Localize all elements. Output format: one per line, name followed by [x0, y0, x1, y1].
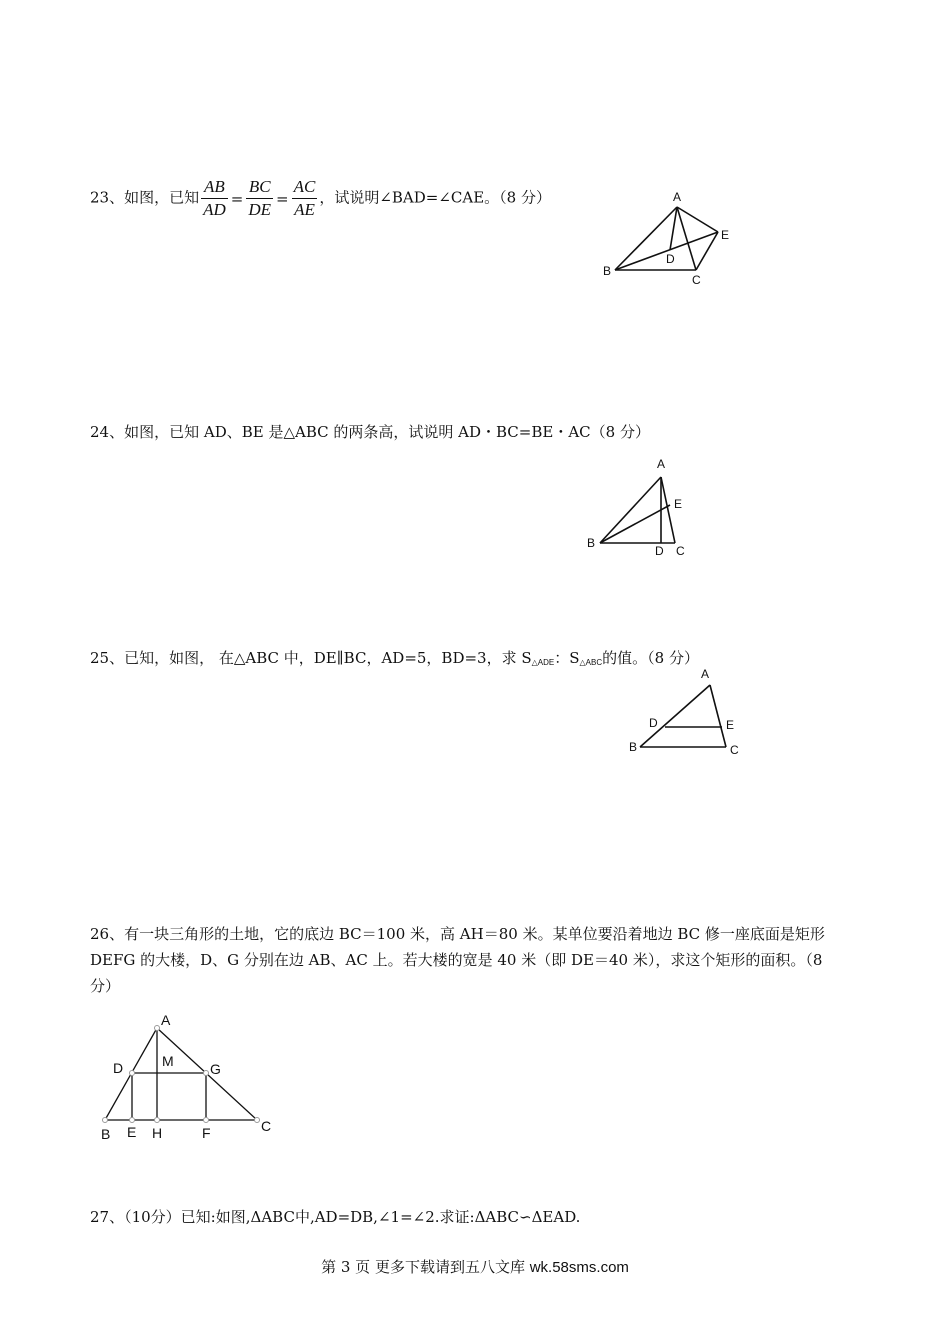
fraction-ab-ad: $\frac{AB}{AD}$	[203, 177, 226, 219]
page-footer	[0, 1256, 950, 1277]
label-a: A	[701, 667, 710, 681]
point-a	[155, 1026, 160, 1031]
figure-q24	[580, 455, 710, 565]
question-27: 27、（10分）已知:如图,ΔABC中,AD=DB,∠1=∠2.求证:ΔABC∽ΔEAD.	[90, 1208, 581, 1226]
label-b: B	[587, 536, 596, 550]
figure-q26	[95, 1008, 285, 1148]
label-a: A	[161, 1012, 171, 1028]
segment-ac	[661, 477, 675, 543]
label-m: M	[162, 1053, 174, 1069]
label-b: B	[629, 740, 638, 754]
footer-text: 第 3 页 更多下载请到五八文库	[321, 1258, 530, 1276]
label-e: E	[721, 228, 730, 242]
label-b: B	[603, 264, 612, 278]
label-e: E	[726, 718, 735, 732]
label-c: C	[730, 743, 739, 757]
point-d	[130, 1071, 135, 1076]
q23-tail: ，试说明∠BAD=∠CAE。（8 分）	[319, 188, 551, 207]
point-c	[255, 1118, 260, 1123]
point-g	[204, 1071, 209, 1076]
point-f	[204, 1118, 209, 1123]
label-f: F	[202, 1125, 211, 1141]
question-23: 23、如图，已知 $\frac{AB}{AD}$ = $\frac{BC}{DE}$ = $\frac{AC}{AE}$ ，试说明∠BAD=∠CAE。（8 分）	[90, 177, 551, 219]
footer-link[interactable]: wk.58sms.com	[529, 1259, 629, 1276]
segment-ab	[600, 477, 661, 543]
q26-line-1: 26、有一块三角形的土地，它的底边 BC＝100 米，高 AH＝80 米。某单位要沿着地边 BC 修一座底面是矩形	[90, 925, 825, 943]
altitude-be	[600, 505, 670, 543]
label-d: D	[649, 716, 658, 730]
fraction-bc-de: $\frac{BC}{DE}$	[248, 177, 272, 219]
point-h	[155, 1118, 160, 1123]
question-25: 25、已知，如图， 在△ABC 中，DE∥BC，AD=5，BD=3，求 $S_{\triangle ADE}$：$S_{\triangle ABC}$的值。（8 分）	[90, 649, 699, 667]
label-e: E	[127, 1124, 137, 1140]
label-c: C	[261, 1118, 272, 1134]
label-a: A	[673, 190, 682, 204]
label-e: E	[674, 497, 683, 511]
label-c: C	[692, 273, 701, 287]
fraction-ac-ae: $\frac{AC}{AE}$	[293, 177, 316, 219]
segment-ec	[696, 232, 718, 270]
question-24: 24、如图，已知 AD、BE 是△ABC 的两条高，试说明 AD・BC=BE・AC（8 分）	[90, 423, 650, 441]
label-a: A	[657, 457, 666, 471]
label-c: C	[676, 544, 685, 558]
q26-line-3: 分）	[90, 977, 121, 995]
q26-line-2: DEFG 的大楼，D、G 分别在边 AB、AC 上。若大楼的宽是 40 米（即 DE＝40 米），求这个矩形的面积。（8	[90, 951, 823, 969]
figure-q23	[590, 180, 740, 290]
q23-prefix: 23、如图，已知	[90, 188, 200, 207]
figure-q25	[620, 660, 750, 760]
point-b	[103, 1118, 108, 1123]
segment-ac	[710, 685, 726, 747]
label-b: B	[101, 1126, 111, 1142]
label-d: D	[655, 544, 664, 558]
label-d: D	[666, 252, 675, 266]
label-h: H	[152, 1125, 163, 1141]
label-d: D	[113, 1060, 124, 1076]
label-g: G	[210, 1061, 221, 1077]
point-e	[130, 1118, 135, 1123]
question-26	[90, 921, 870, 999]
